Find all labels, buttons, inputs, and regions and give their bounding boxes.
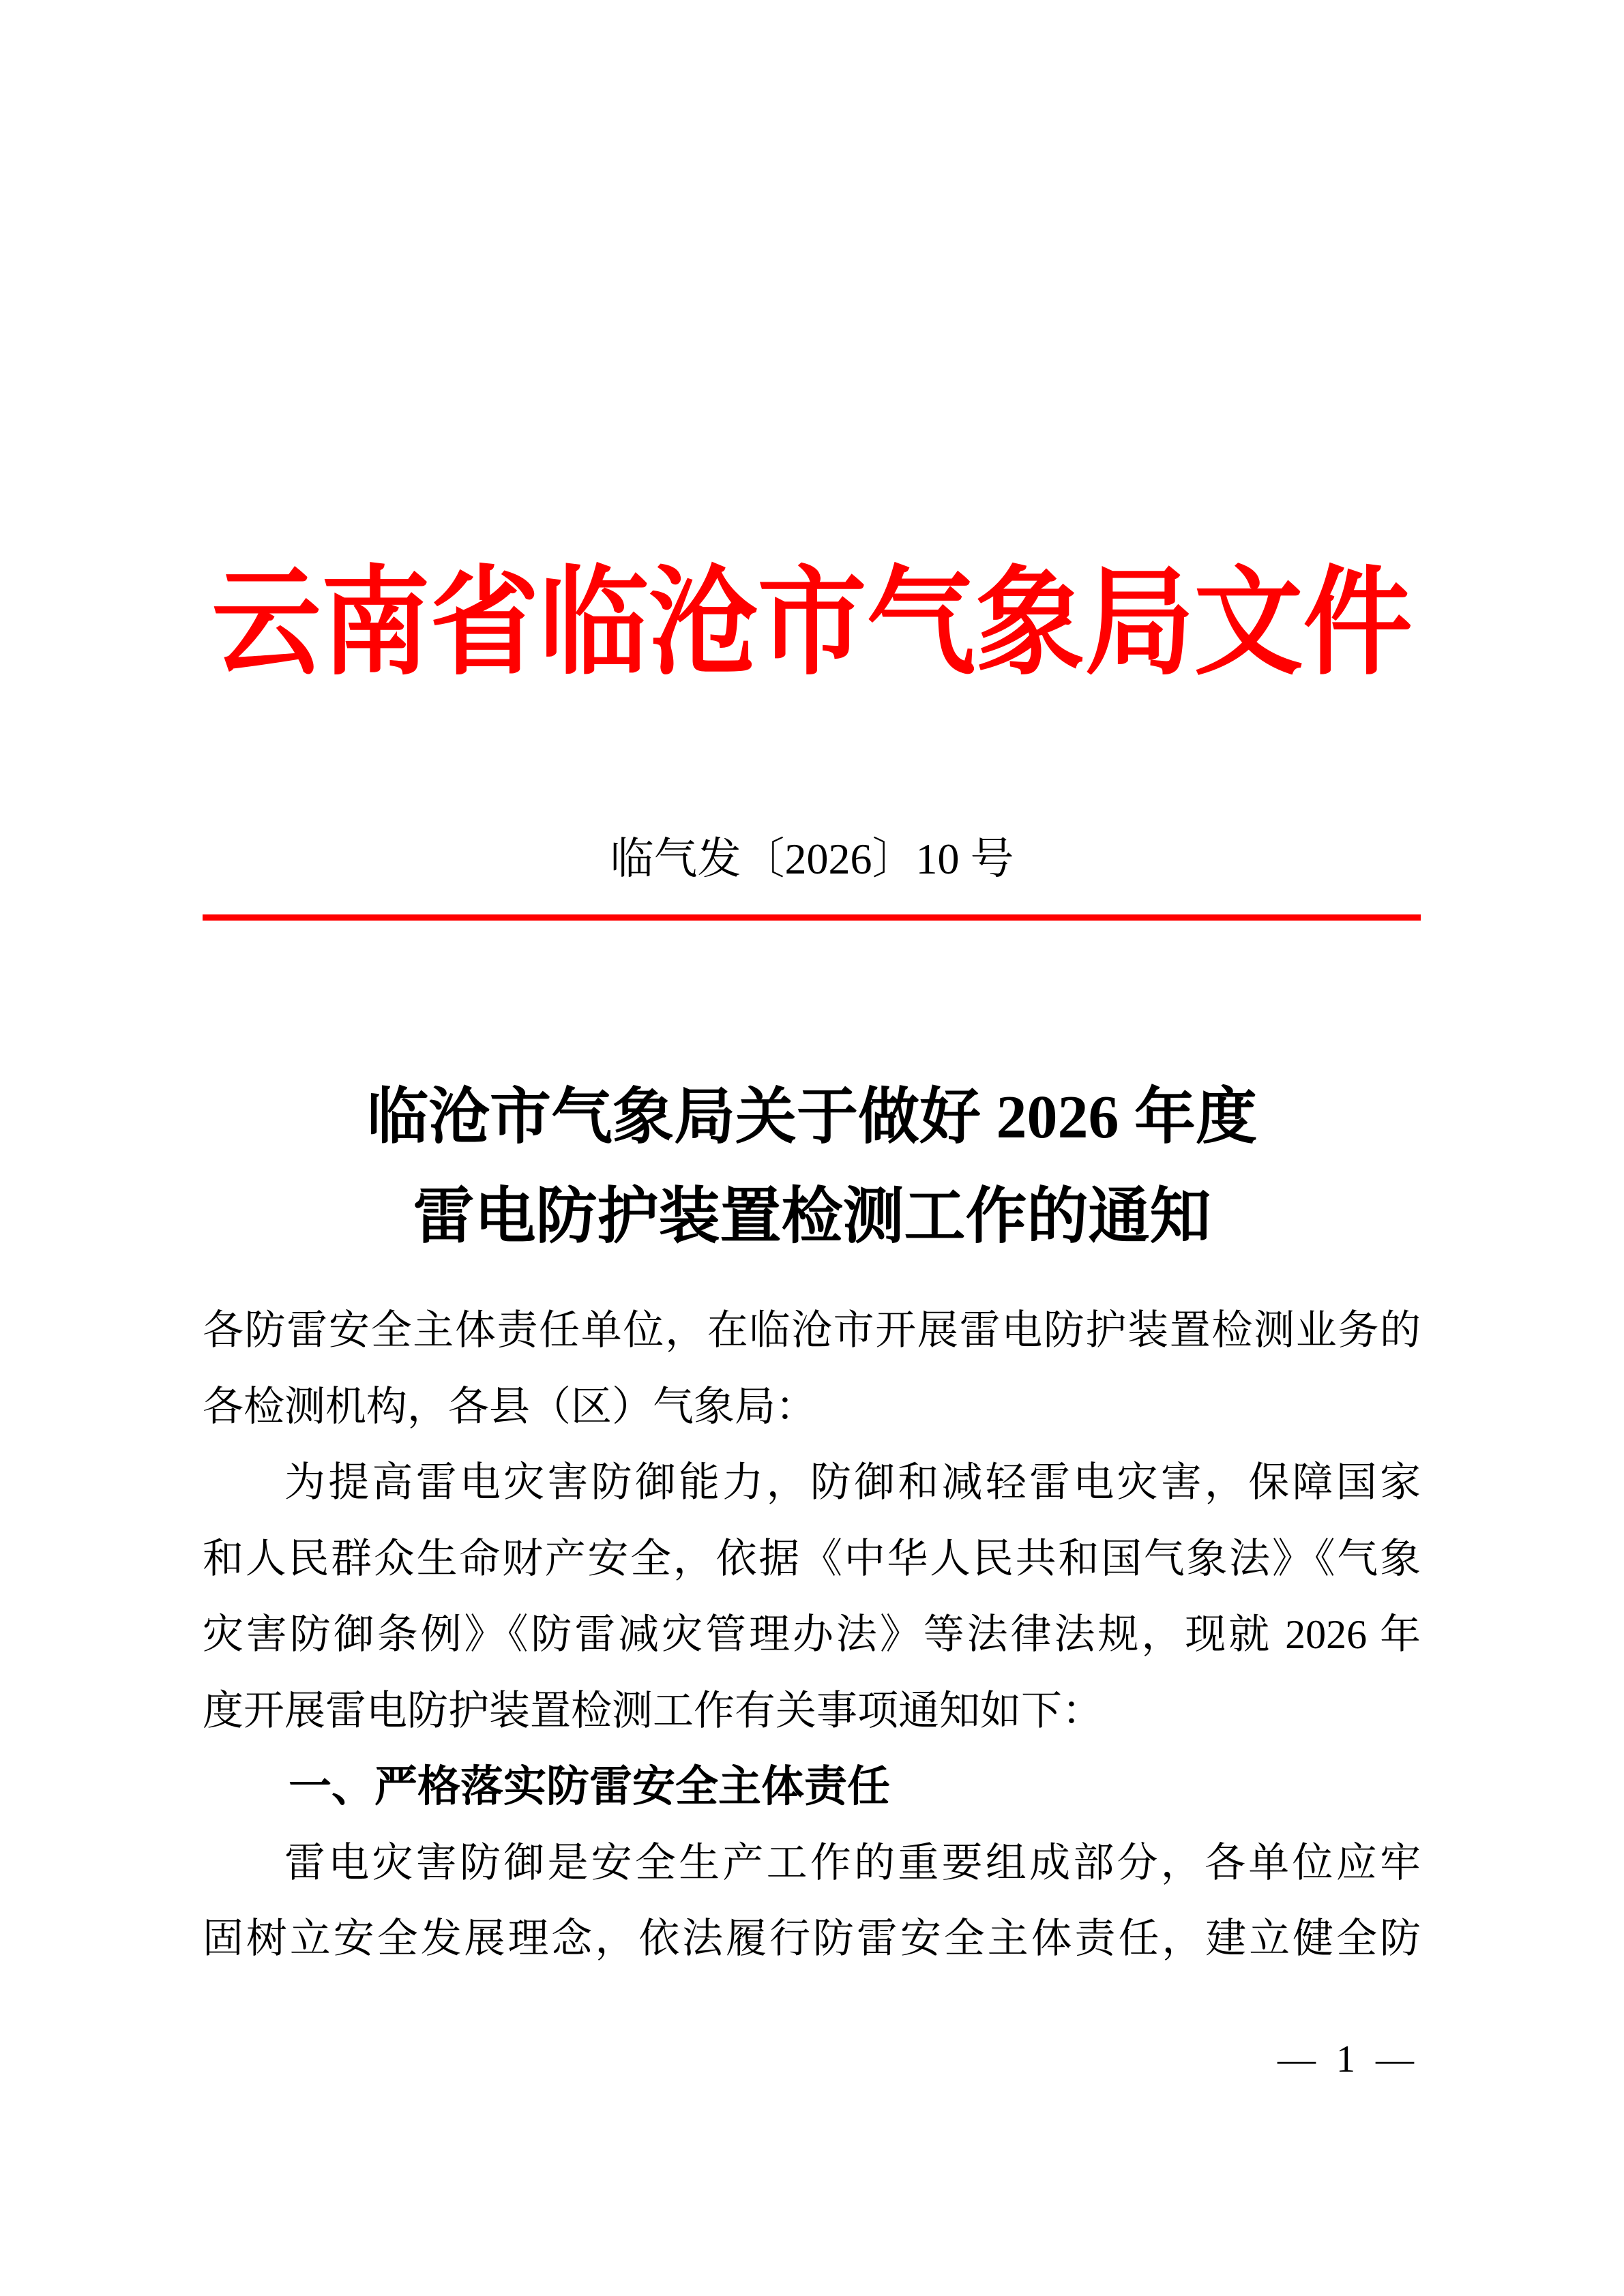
body-line-salutation-2: 各检测机构，各县（区）气象局： — [203, 1384, 816, 1429]
red-divider-rule — [203, 914, 1421, 921]
document-title-line-1: 临沧市气象局关于做好 2026 年度 — [367, 1084, 1257, 1151]
document-body — [203, 1293, 1421, 1978]
body-line-paragraph-1d: 度开展雷电防护装置检测工作有关事项通知如下： — [203, 1688, 1103, 1733]
page-number: — 1 — — [1278, 2038, 1419, 2081]
body-line-salutation-1: 各防雷安全主体责任单位，在临沧市开展雷电防护装置检测业务的 — [203, 1308, 1421, 1353]
body-line-paragraph-2b: 固树立安全发展理念，依法履行防雷安全主体责任，建立健全防 — [203, 1916, 1421, 1961]
body-line-paragraph-1a: 为提高雷电灾害防御能力，防御和减轻雷电灾害，保障国家 — [284, 1460, 1421, 1505]
doc-number: 临气发〔2026〕10 号 — [610, 835, 1014, 883]
body-line-paragraph-1b: 和人民群众生命财产安全，依据《中华人民共和国气象法》《气象 — [203, 1536, 1421, 1581]
document-title-line-2: 雷电防护装置检测工作的通知 — [413, 1183, 1211, 1251]
body-line-paragraph-2a: 雷电灾害防御是安全生产工作的重要组成部分，各单位应牢 — [284, 1840, 1421, 1885]
masthead-title: 云南省临沧市气象局文件 — [211, 558, 1413, 689]
document-title — [0, 1068, 1624, 1267]
body-line-paragraph-1c: 灾害防御条例》《防雷减灾管理办法》等法律法规，现就 2026 年 — [203, 1612, 1421, 1657]
section-heading-1: 一、严格落实防雷安全主体责任 — [289, 1763, 890, 1810]
